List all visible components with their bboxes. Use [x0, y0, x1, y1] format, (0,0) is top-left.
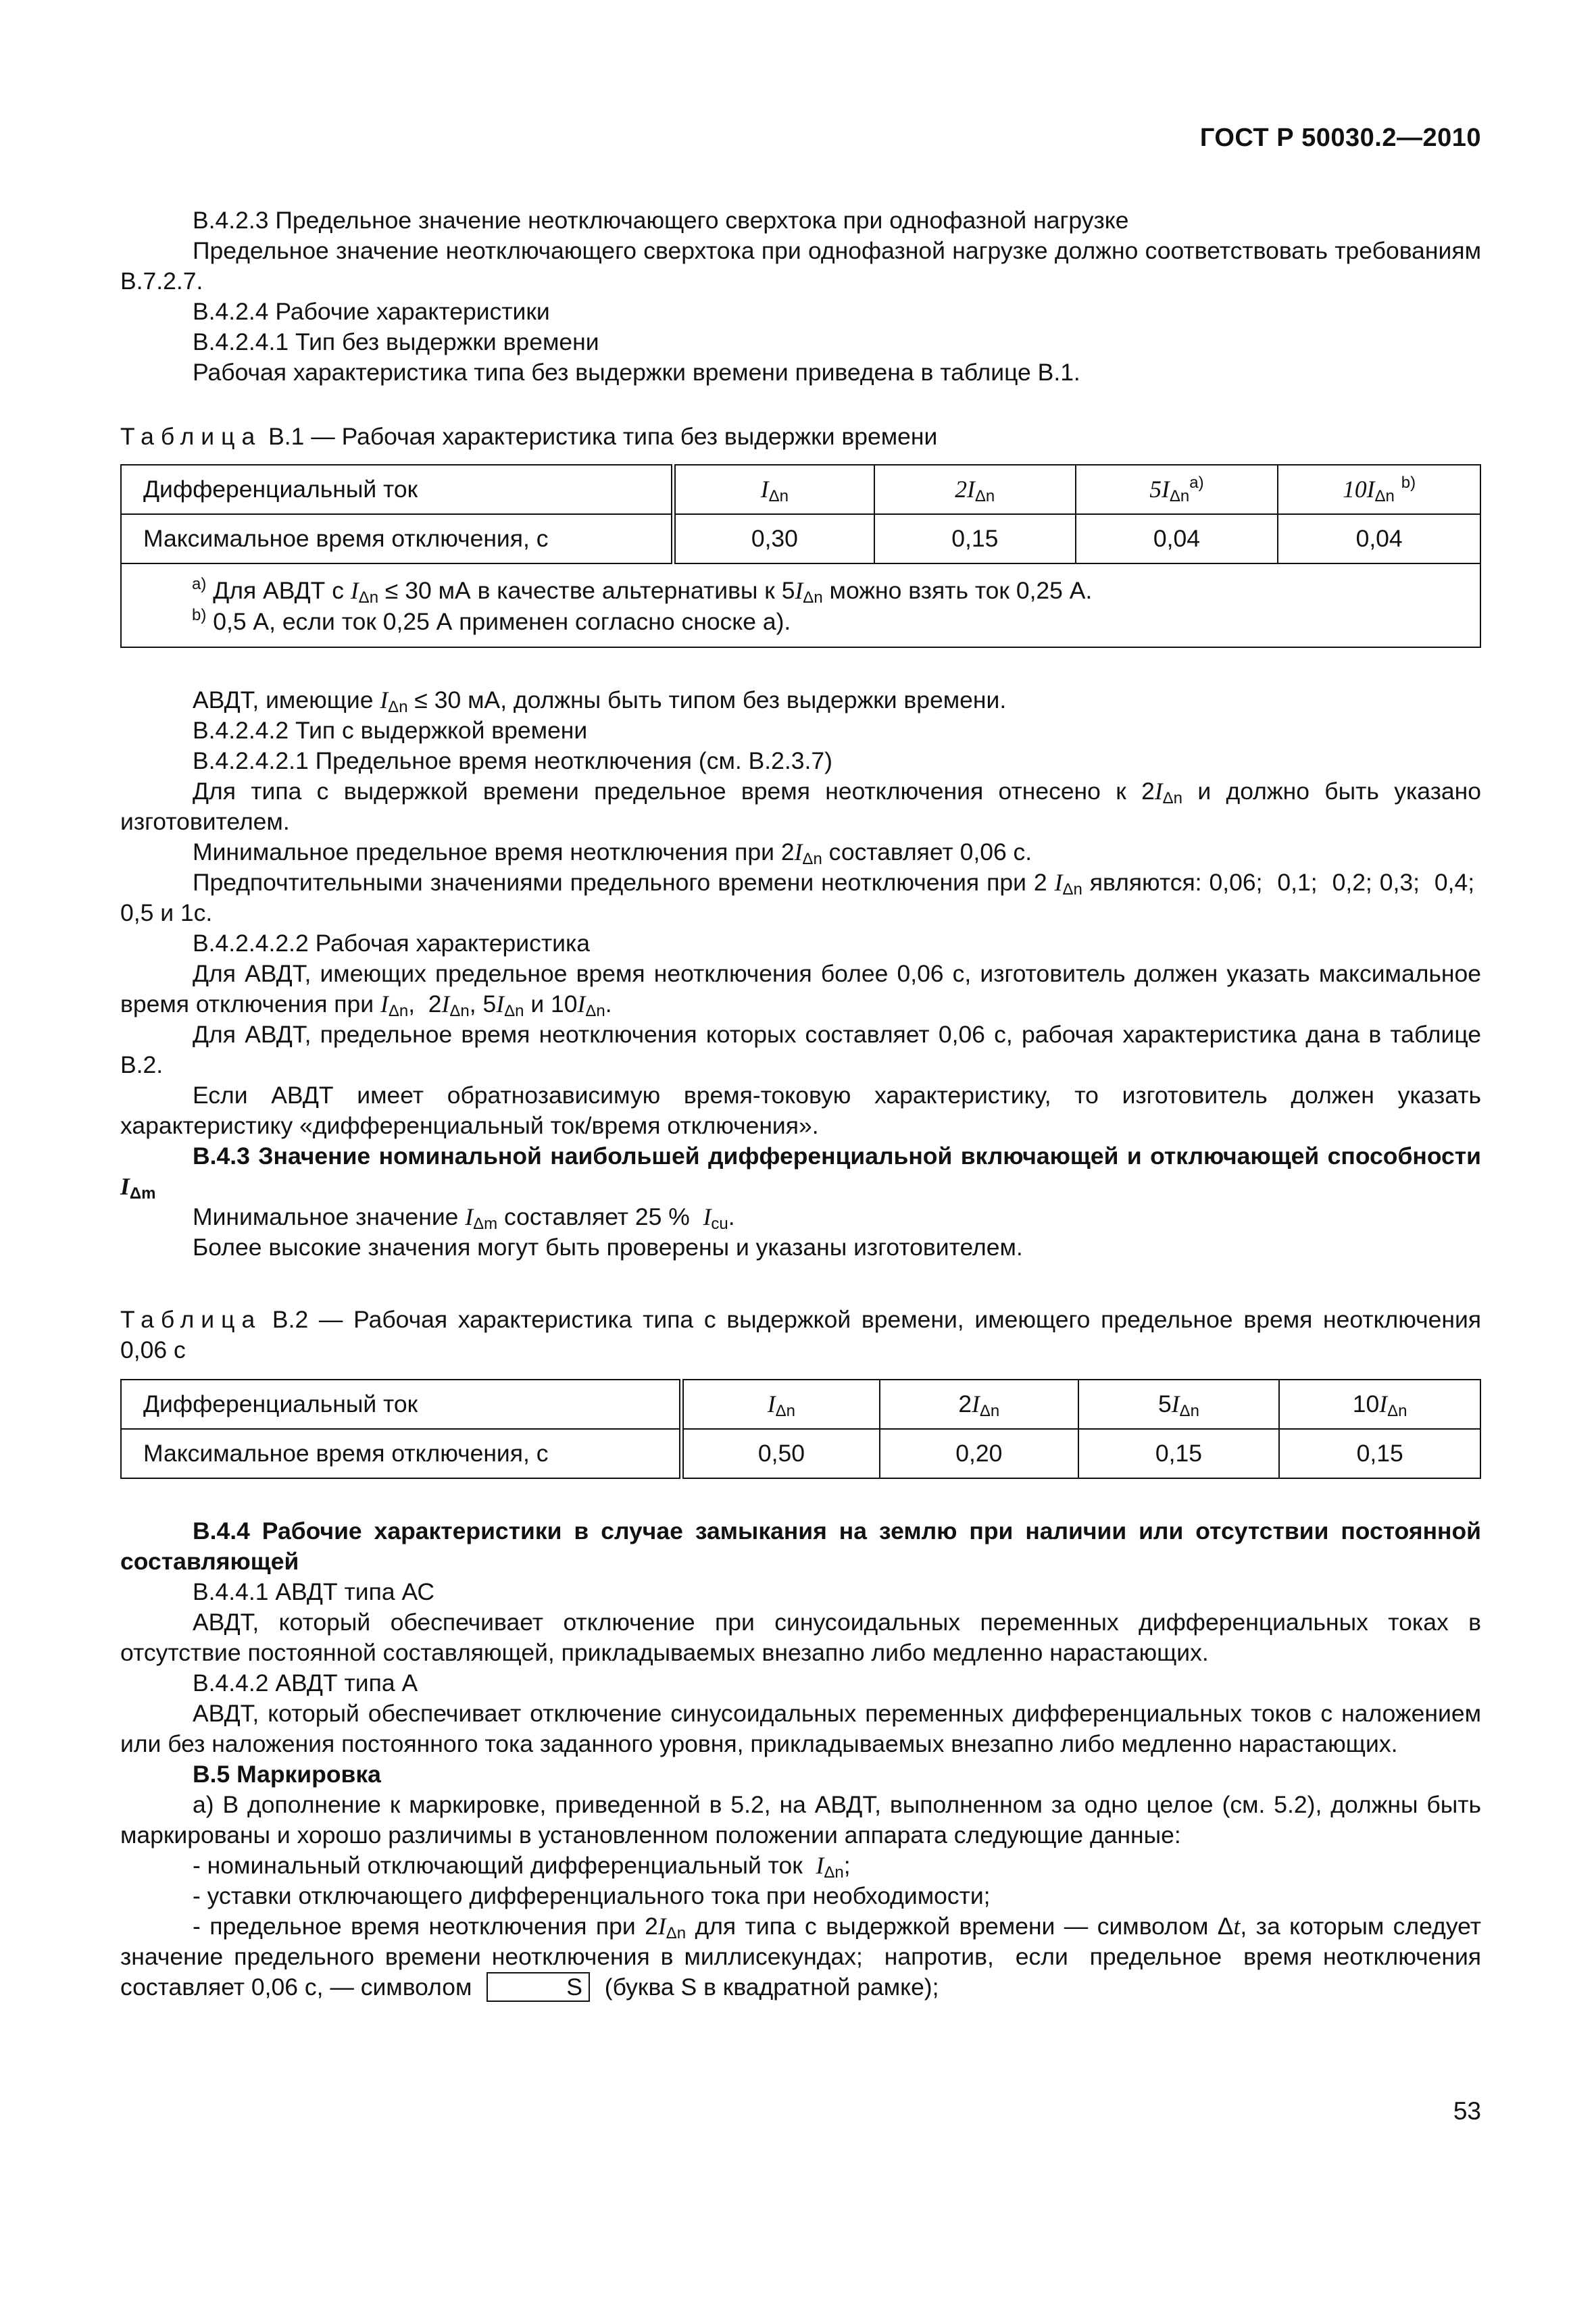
table2-caption	[120, 1305, 1481, 1365]
table1-row1-label: Дифференциальный ток	[121, 465, 673, 514]
table1-caption	[120, 422, 1481, 452]
paragraph: АВДТ, который обеспечивает отключение при синусоидальных переменных дифференциальных токах в отсутствие постоянной составляющей, прикладываемых внезапно либо медленно нарастающих.	[120, 1609, 1481, 1666]
clause-b4-3-heading: В.4.3 Значение номинальной наибольшей дифференциальной включающей и отключающей способности $I_{\Delta m}$	[120, 1142, 1481, 1203]
table2-cell: 0,15	[1279, 1429, 1480, 1478]
clause-b4-2-4-2-1-heading: В.4.2.4.2.1 Предельное время неотключения (см. В.2.3.7)	[193, 747, 832, 774]
page-content	[120, 205, 1481, 2003]
clause-b4-2-4-1-heading: В.4.2.4.1 Тип без выдержки времени	[193, 328, 599, 355]
clause-b4-4-heading: В.4.4 Рабочие характеристики в случае замыкания на землю при наличии или отсутствии постоянной составляющей	[120, 1517, 1481, 1575]
table2-col-header: $I_{\Delta n}$	[681, 1380, 880, 1429]
table1-row2-label: Максимальное время отключения, с	[121, 514, 673, 563]
clause-b4-2-4-heading: В.4.2.4 Рабочие характеристики	[193, 298, 550, 325]
table2-caption-word: Таблица	[120, 1306, 262, 1333]
table2-caption-text: В.2 — Рабочая характеристика типа с выдержкой времени, имеющего предельное время неотключения 0,06 с	[120, 1306, 1481, 1363]
clause-b4-2-4-2-heading: В.4.2.4.2 Тип с выдержкой времени	[193, 717, 588, 744]
paragraph: Для АВДТ, предельное время неотключения которых составляет 0,06 с, рабочая характеристика дана в таблице В.2.	[120, 1021, 1481, 1078]
table2-col-header: $5I_{\Delta n}$	[1078, 1380, 1280, 1429]
s-symbol-box: S	[487, 1972, 590, 2002]
paragraph: АВДТ, который обеспечивает отключение синусоидальных переменных дифференциальных токов с наложением или без наложения постоянного тока заданного уровня, прикладываемых внезапно либо медленно нарастающих.	[120, 1700, 1481, 1757]
clause-b4-4-1-heading: В.4.4.1 АВДТ типа АС	[193, 1578, 434, 1605]
clause-b5-heading: В.5 Маркировка	[193, 1761, 381, 1788]
paragraph: Если АВДТ имеет обратнозависимую время-токовую характеристику, то изготовитель должен указать характеристику «дифференциальный ток/время отключения».	[120, 1082, 1481, 1139]
table-row	[121, 465, 1480, 514]
paragraph: Более высокие значения могут быть проверены и указаны изготовителем.	[193, 1234, 1023, 1261]
table1-col-header: $I_{\Delta n}$	[673, 465, 874, 514]
table2	[120, 1379, 1481, 1479]
table1	[120, 464, 1481, 648]
table1-caption-text: В.1 — Рабочая характеристика типа без выдержки времени	[261, 423, 938, 450]
table2-cell: 0,20	[880, 1429, 1078, 1478]
table1-cell: 0,15	[874, 514, 1076, 563]
table1-footnote-b: $^{b)}$ 0,5 А, если ток 0,25 А применен согласно сноске а).	[192, 606, 791, 635]
table1-cell: 0,04	[1076, 514, 1278, 563]
clause-b4-2-3-heading: В.4.2.3 Предельное значение неотключающего сверхтока при однофазной нагрузке	[193, 207, 1129, 234]
paragraph: Рабочая характеристика типа без выдержки времени приведена в таблице В.1.	[193, 359, 1080, 386]
table2-col-header: $2I_{\Delta n}$	[880, 1380, 1078, 1429]
table1-footnotes	[121, 563, 1480, 647]
paragraph: АВДТ, имеющие $I_{\Delta n} \le 30$ мА, должны быть типом без выдержки времени.	[193, 686, 1007, 716]
table2-cell: 0,15	[1078, 1429, 1280, 1478]
table-row	[121, 1380, 1480, 1429]
table2-cell: 0,50	[681, 1429, 880, 1478]
paragraph: Предельное значение неотключающего сверхтока при однофазной нагрузке должно соответствовать требованиям В.7.2.7.	[120, 237, 1481, 295]
paragraph: Предпочтительными значениями предельного времени неотключения при 2 $I_{\Delta n}$ являются: 0,06; 0,1; 0,2; 0,3; 0,4; 0,5 и 1с.	[120, 869, 1482, 926]
table2-row1-label: Дифференциальный ток	[121, 1380, 681, 1429]
table-row	[121, 1429, 1480, 1478]
list-item: - предельное время неотключения при $2I_{\Delta n}$ для типа с выдержкой времени — символом Δt, за которым следует значение предельного времени неотключения в миллисекундах; напротив, если предельное время неотключения составляет 0,06 с, — символом S (буква S в квадратной рамке);	[120, 1913, 1481, 2001]
table1-col-header: $5I_{\Delta n}^{a)}$	[1076, 465, 1278, 514]
table1-caption-word: Таблица	[120, 423, 262, 450]
table2-col-header: $10I_{\Delta n}$	[1279, 1380, 1480, 1429]
table1-col-header: $10I_{\Delta n}$ $^{b)}$	[1278, 465, 1480, 514]
table-row	[121, 514, 1480, 563]
table-row	[121, 563, 1480, 647]
paragraph: Минимальное предельное время неотключения при $2I_{\Delta n}$ составляет 0,06 с.	[193, 838, 1032, 868]
list-item: - номинальный отключающий дифференциальный ток $I_{\Delta n}$;	[193, 1852, 851, 1882]
paragraph: а) В дополнение к маркировке, приведенной в 5.2, на АВДТ, выполненном за одно целое (см. 5.2), должны быть маркированы и хорошо различимы в установленном положении аппарата следующие данные:	[120, 1791, 1481, 1848]
clause-b4-4-2-heading: В.4.4.2 АВДТ типа А	[193, 1669, 418, 1696]
table1-cell: 0,30	[673, 514, 874, 563]
paragraph: Для АВДТ, имеющих предельное время неотключения более 0,06 с, изготовитель должен указать максимальное время отключения при $I_{\Delta n}$, $2I_{\Delta n}$, $5I_{\Delta n}$ и $10I_{\Delta n}$.	[120, 960, 1481, 1020]
paragraph: Для типа с выдержкой времени предельное время неотключения отнесено к $2I_{\Delta n}$ и должно быть указано изготовителем.	[120, 778, 1481, 835]
standard-code-header: ГОСТ Р 50030.2—2010	[1199, 124, 1481, 152]
page-number: 53	[1453, 2097, 1481, 2125]
list-item: - уставки отключающего дифференциального тока при необходимости;	[193, 1882, 991, 1909]
table2-row2-label: Максимальное время отключения, с	[121, 1429, 681, 1478]
table1-footnote-a: $^{a)}$ Для АВДТ с $I_{\Delta n} \le 30$ мА в качестве альтернативы к $5I_{\Delta n}$ можно взять ток 0,25 А.	[192, 575, 1093, 607]
table1-col-header: $2I_{\Delta n}$	[874, 465, 1076, 514]
clause-b4-2-4-2-2-heading: В.4.2.4.2.2 Рабочая характеристика	[193, 930, 591, 957]
table1-cell: 0,04	[1278, 514, 1480, 563]
paragraph: Минимальное значение $I_{\Delta m}$ составляет 25 % $I_{cu}$.	[193, 1203, 735, 1233]
